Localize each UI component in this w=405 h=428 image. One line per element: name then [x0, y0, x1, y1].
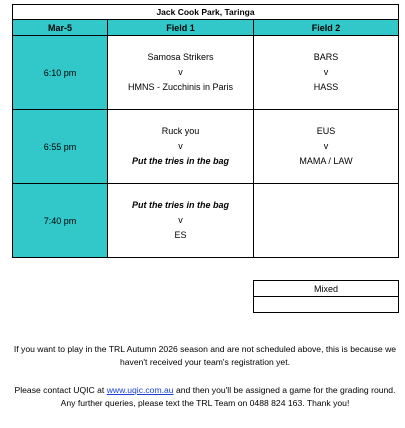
time-cell: 6:55 pm [13, 110, 108, 184]
field-1-match [108, 110, 254, 184]
contact-text-after: and then you'll be assigned a game for the grading round. Any further queries, please text the TRL Team on 0488 824 163. Thank you! [60, 385, 396, 408]
home-team: Samosa Strikers [147, 52, 214, 62]
uqic-website-link[interactable]: www.uqic.com.au [106, 385, 174, 395]
venue-title: Jack Cook Park, Taringa [13, 5, 399, 20]
field-1-match [108, 184, 254, 258]
field-1-header: Field 1 [108, 20, 254, 36]
field-2-header: Field 2 [254, 20, 399, 36]
registration-note: If you want to play in the TRL Autumn 2026 season and are not scheduled above, this is because we haven't received your team's registration yet. [13, 344, 397, 367]
legend-label: Mixed [254, 281, 399, 297]
home-team: Put the tries in the bag [131, 200, 229, 210]
home-team: BARS [313, 52, 339, 62]
contact-text-before: Please contact UQIC at [14, 385, 107, 395]
field-2-match [254, 110, 399, 184]
date-header: Mar-5 [13, 20, 108, 36]
versus-label: v [323, 67, 329, 77]
home-team: Ruck you [161, 126, 200, 136]
away-team: Put the tries in the bag [131, 156, 229, 166]
time-slot-row [13, 184, 399, 258]
versus-label: v [323, 141, 329, 151]
versus-label: v [178, 141, 183, 151]
time-cell: 7:40 pm [13, 184, 108, 258]
time-cell: 6:10 pm [13, 36, 108, 110]
away-team: HASS [313, 82, 339, 92]
legend-swatch [254, 297, 399, 313]
fixture-table [12, 4, 399, 258]
time-slot-row [13, 110, 399, 184]
time-slot-row [13, 36, 399, 110]
away-team: MAMA / LAW [299, 156, 353, 166]
venue-row [13, 5, 399, 20]
field-2-match [254, 36, 399, 110]
versus-label: v [178, 67, 183, 77]
field-1-match [108, 36, 254, 110]
away-team: HMNS - Zucchinis in Paris [127, 82, 234, 92]
column-header-row [13, 20, 399, 36]
legend-table [253, 280, 399, 313]
home-team: EUS [316, 126, 336, 136]
field-2-match-empty [254, 184, 399, 258]
contact-note [12, 384, 398, 409]
away-team: ES [174, 230, 187, 240]
versus-label: v [178, 215, 183, 225]
